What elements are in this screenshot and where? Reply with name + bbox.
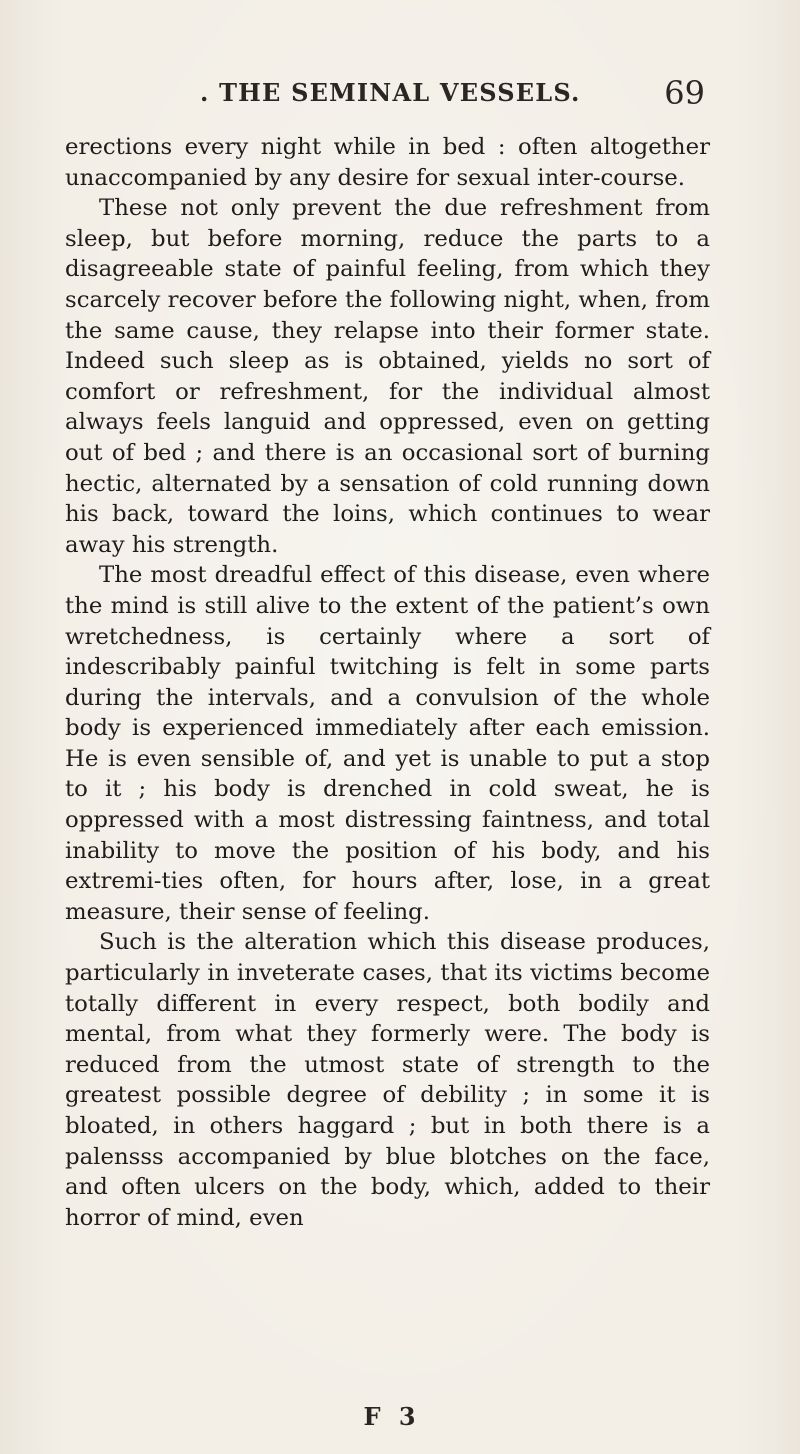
- body-text: [65, 132, 710, 1233]
- signature-mark-text: F 3: [363, 1402, 421, 1431]
- paragraph-continuation: erections every night while in bed : often altogether unaccompanied by any desire for sexual inter-course.: [65, 134, 710, 191]
- paragraph: These not only prevent the due refreshment from sleep, but before morning, reduce the parts to a disagreeable state of painful feeling, from which they scarcely recover before the following night, when, from the same cause, they relapse into their former state. Indeed such sleep as is obtained, yields no sort of comfort or refreshment, for the individual almost always feels languid and oppressed, even on getting out of bed ; and there is an occasional sort of burning hectic, alternated by a sensation of cold running down his back, toward the loins, which continues to wear away his strength.: [65, 195, 710, 558]
- running-head: [0, 74, 800, 114]
- paragraph: The most dreadful effect of this disease, even where the mind is still alive to the extent of the patient’s own wretchedness, is certainly where a sort of indescribably painful twitching is felt in some parts during the intervals, and a convulsion of the whole body is experienced immediately after each emission. He is even sensible of, and yet is unable to put a stop to it ; his body is drenched in cold sweat, he is oppressed with a most distressing faintness, and total inability to move the position of his body, and his extremi-ties often, for hours after, lose, in a great measure, their sense of feeling.: [65, 562, 710, 925]
- running-title: . THE SEMINAL VESSELS.: [200, 78, 581, 107]
- paragraph: Such is the alteration which this disease produces, particularly in inveterate cases, that its victims become totally different in every respect, both bodily and mental, from what they formerly were. The body is reduced from the utmost state of strength to the greatest possible degree of debility ; in some it is bloated, in others haggard ; but in both there is a palensss accompanied by blue blotches on the face, and often ulcers on the body, which, added to their horror of mind, even: [65, 929, 710, 1231]
- page-number: 69: [664, 74, 705, 112]
- signature-mark: [0, 1402, 800, 1431]
